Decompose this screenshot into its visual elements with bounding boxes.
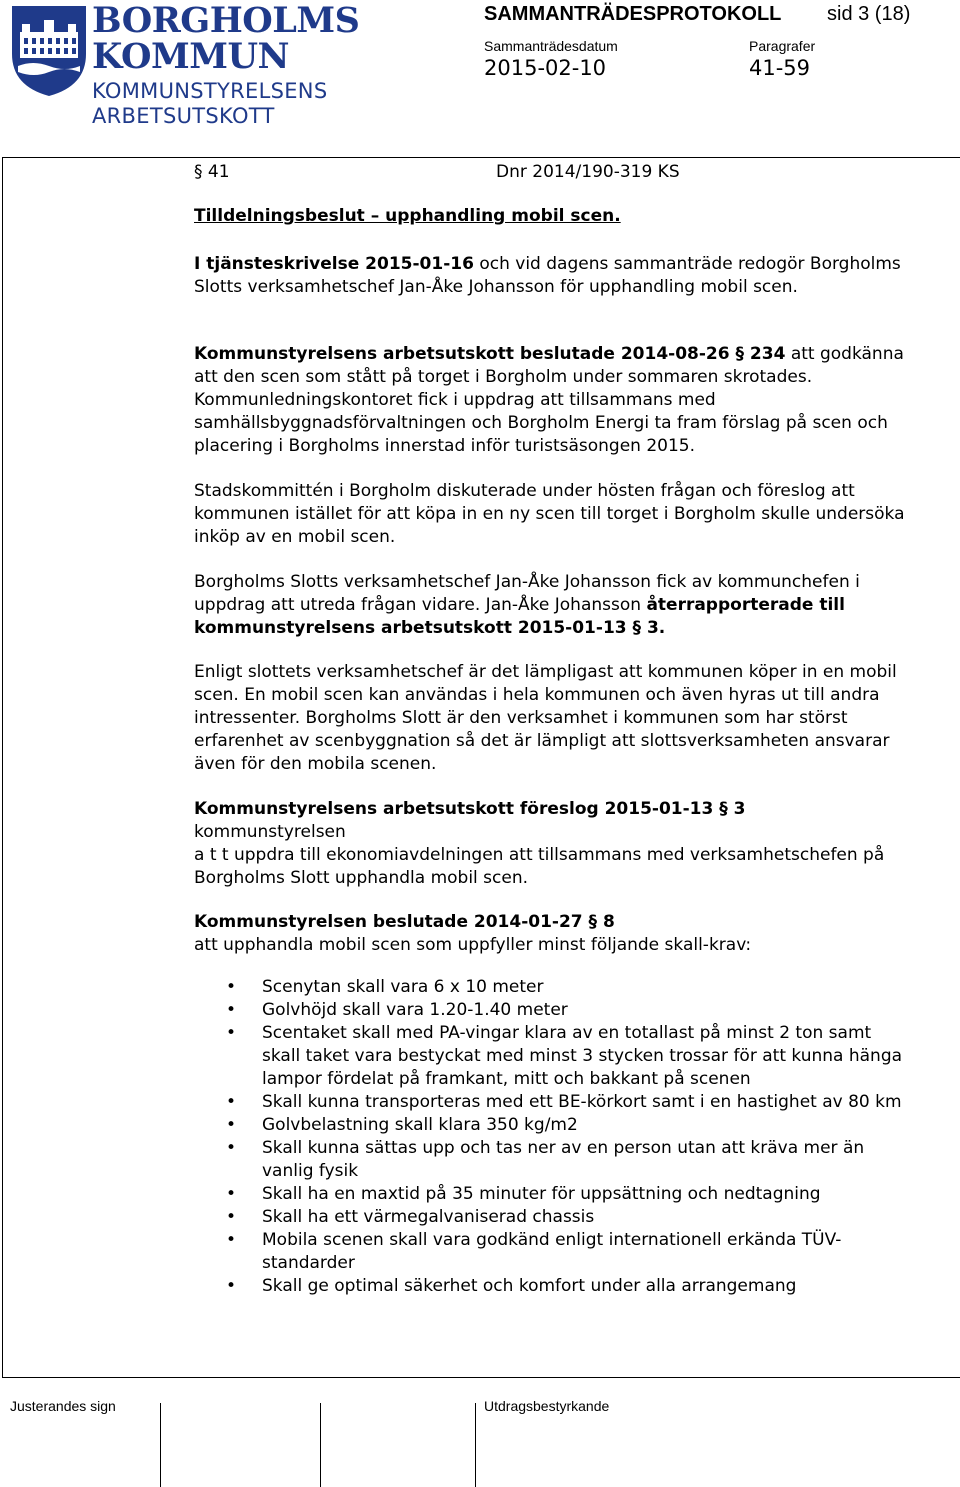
list-item-text: Golvbelastning skall klara 350 kg/m2 (262, 1115, 578, 1135)
extract-certification-label: Utdragsbestyrkande (484, 1398, 610, 1414)
signature-label: Justerandes sign (10, 1398, 116, 1414)
bullet-icon: • (226, 1023, 237, 1043)
bullet-icon: • (226, 1000, 237, 1020)
paragraph-2-lead: Kommunstyrelsens arbetsutskott beslutade 2014-08-26 § 234 (194, 344, 786, 364)
bullet-icon: • (226, 1207, 237, 1227)
meeting-date-label: Sammanträdesdatum (484, 38, 618, 54)
logo-wordmark-line1: BORGHOLMS (92, 0, 360, 41)
bullet-icon: • (226, 1276, 237, 1296)
content-frame-bottom-rule (2, 1377, 960, 1378)
paragraph-7-text: att upphandla mobil scen som uppfyller minst följande skall-krav: (194, 935, 752, 955)
paragraph-6-lead: Kommunstyrelsens arbetsutskott föreslog 2015-01-13 § 3 (194, 799, 746, 819)
organization-line1: KOMMUNSTYRELSENS (92, 79, 328, 103)
list-item (194, 1022, 914, 1091)
list-item (194, 1206, 914, 1229)
paragraph-4 (194, 571, 914, 640)
list-item-text: Scentaket skall med PA-vingar klara av en totallast på minst 2 ton samt skall taket vara bestyckat med minst 3 stycken trossar för att kunna hänga lampor fördelat på framkant, mitt och bakkant på scenen (262, 1023, 903, 1089)
list-item-text: Skall kunna sättas upp och tas ner av en person utan att kräva mer än vanlig fysik (262, 1138, 865, 1181)
municipality-crest-logo (8, 2, 90, 98)
list-item-text: Golvhöjd skall vara 1.20-1.40 meter (262, 1000, 568, 1020)
paragraph-3-text: Stadskommittén i Borgholm diskuterade under hösten frågan och föreslog att kommunen istället för att köpa in en ny scen till torget i Borgholm skulle undersöka inköp av en mobil scen. (194, 481, 905, 547)
list-item-text: Skall kunna transporteras med ett BE-körkort samt i en hastighet av 80 km (262, 1092, 902, 1112)
bullet-icon: • (226, 1138, 237, 1158)
section-title: Tilldelningsbeslut – upphandling mobil scen. (194, 206, 621, 226)
list-item (194, 1114, 914, 1137)
list-item (194, 1183, 914, 1206)
list-item-text: Skall ha en maxtid på 35 minuter för uppsättning och nedtagning (262, 1184, 821, 1204)
case-number: Dnr 2014/190-319 KS (496, 162, 680, 182)
list-item (194, 976, 914, 999)
signature-box-divider (475, 1403, 476, 1487)
list-item-text: Skall ge optimal säkerhet och komfort under alla arrangemang (262, 1276, 797, 1296)
bullet-icon: • (226, 1230, 237, 1250)
requirements-list (194, 976, 914, 1298)
paragraph-4-bold: återrapporterade till kommunstyrelsens arbetsutskott 2015-01-13 § 3. (194, 595, 845, 638)
signature-box-divider (160, 1403, 161, 1487)
bullet-icon: • (226, 1092, 237, 1112)
meeting-date-value: 2015-02-10 (484, 56, 607, 80)
list-item-text: Scenytan skall vara 6 x 10 meter (262, 977, 544, 997)
list-item (194, 1091, 914, 1114)
paragraph-3 (194, 480, 914, 549)
paragraph-1-lead: I tjänsteskrivelse 2015-01-16 (194, 254, 474, 274)
document-title: SAMMANTRÄDESPROTOKOLL (484, 3, 782, 25)
list-item (194, 1229, 914, 1275)
paragraph-1-text: och vid dagens sammanträde redogör Borgholms Slotts verksamhetschef Jan-Åke Johansson för upphandling mobil scen. (194, 254, 901, 297)
paragraphs-value: 41-59 (749, 56, 811, 80)
bullet-icon: • (226, 977, 237, 997)
bullet-icon: • (226, 1115, 237, 1135)
paragraph-7 (194, 911, 914, 957)
paragraph-4-text: Borgholms Slotts verksamhetschef Jan-Åke Johansson fick av kommunchefen i uppdrag att utreda frågan vidare. Jan-Åke Johansson (194, 572, 860, 615)
paragraph-2-text: att godkänna att den scen som stått på torget i Borgholm under sommaren skrotades. Kommunledningskontoret fick i uppdrag att tillsammans med samhällsbyggnadsförvaltningen och Borgholm Energi ta fram förslag på scen och placering i Borgholms innerstad inför turistsäsongen 2015. (194, 344, 904, 456)
list-item (194, 999, 914, 1022)
page-number: sid 3 (18) (827, 3, 911, 25)
paragraph-6 (194, 798, 914, 890)
list-item-text: Skall ha ett värmegalvaniserad chassis (262, 1207, 595, 1227)
signature-box-divider (320, 1403, 321, 1487)
paragraph-7-lead: Kommunstyrelsen beslutade 2014-01-27 § 8 (194, 912, 615, 932)
content-frame-left-rule (2, 157, 3, 1377)
section-number: § 41 (194, 162, 230, 182)
paragraph-6-line3: a t t uppdra till ekonomiavdelningen att tillsammans med verksamhetschefen på Borgholms Slott upphandla mobil scen. (194, 845, 885, 888)
content-frame-top-rule (2, 157, 960, 158)
logo-wordmark-line2: KOMMUN (92, 36, 289, 77)
paragraphs-label: Paragrafer (749, 38, 816, 54)
list-item (194, 1137, 914, 1183)
paragraph-5-text: Enligt slottets verksamhetschef är det lämpligast att kommunen köper in en mobil scen. En mobil scen kan användas i hela kommunen och även hyras ut till andra intressenter. Borgholms Slott är den verksamhet i kommunen som har störst erfarenhet av scenbyggnation så det är lämpligt att slottsverksamheten ansvarar även för den mobila scenen. (194, 662, 897, 774)
paragraph-6-line2: kommunstyrelsen (194, 822, 346, 842)
bullet-icon: • (226, 1184, 237, 1204)
paragraph-5 (194, 661, 914, 776)
list-item-text: Mobila scenen skall vara godkänd enligt internationell erkända TÜV-standarder (262, 1230, 842, 1273)
paragraph-2 (194, 343, 914, 458)
organization-line2: ARBETSUTSKOTT (92, 104, 275, 128)
list-item (194, 1275, 914, 1298)
paragraph-1 (194, 253, 914, 299)
